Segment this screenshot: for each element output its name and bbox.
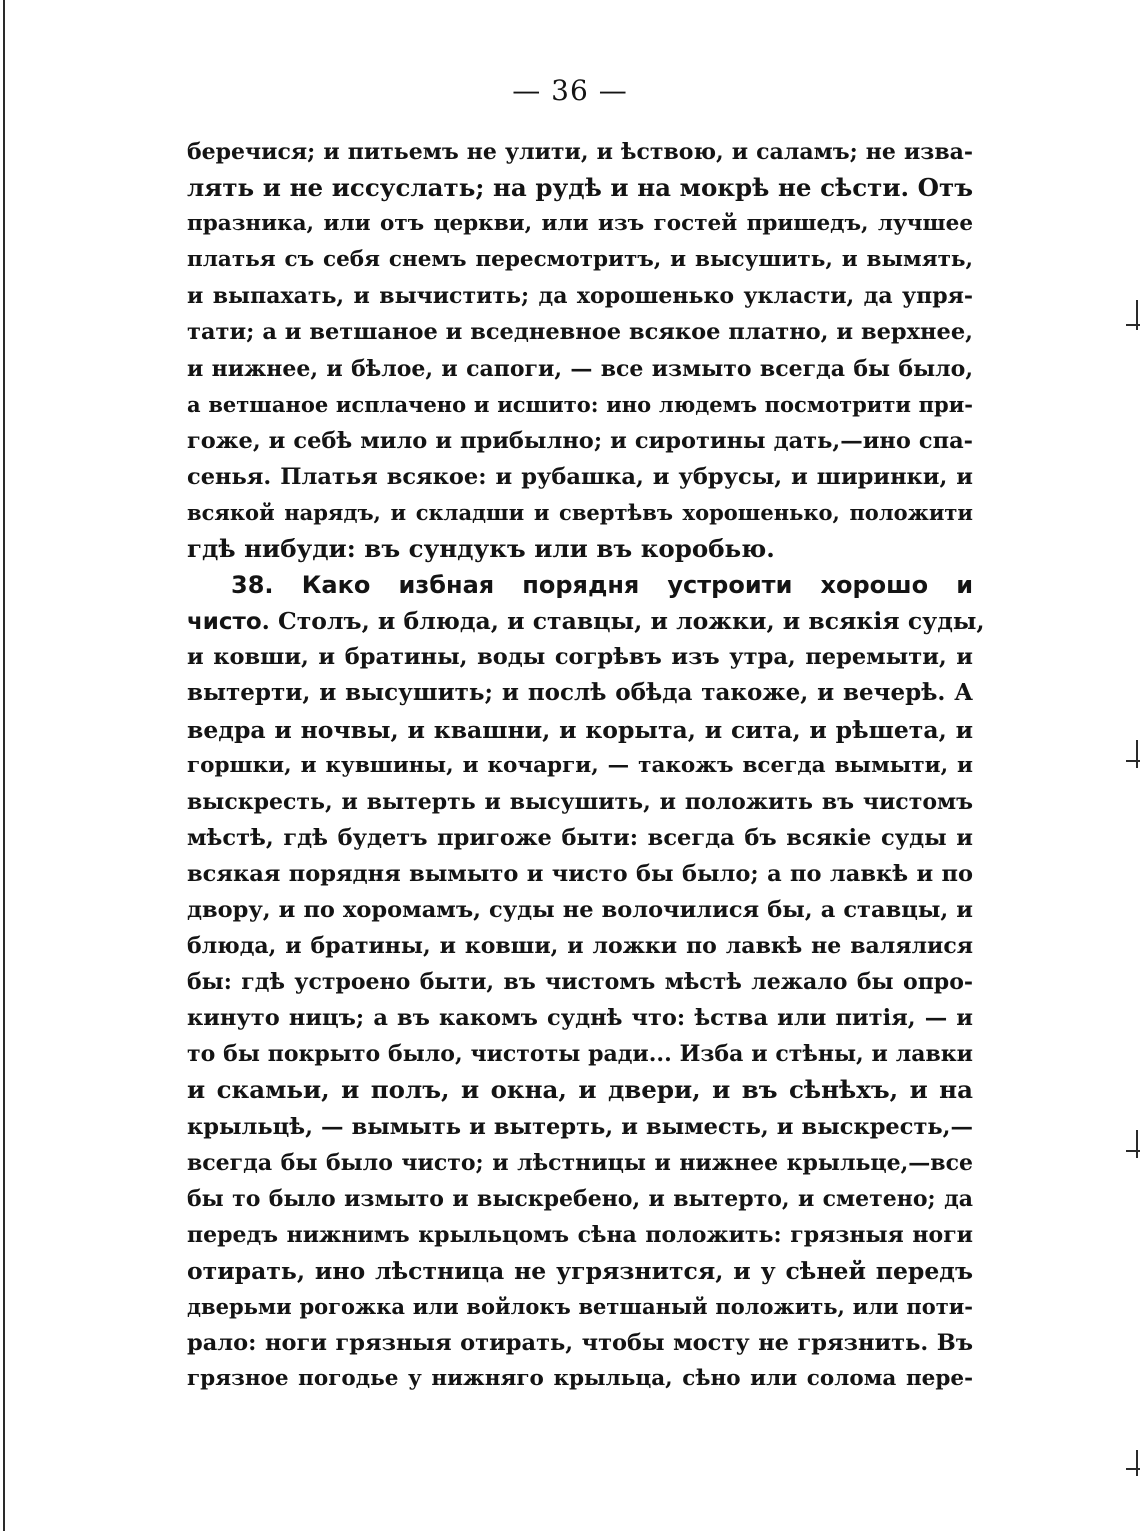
text-line: горшки, и кувшины, и кочарги, — такожъ всегда вымыти, и bbox=[187, 752, 973, 778]
page-number: — 36 — bbox=[512, 74, 628, 107]
text-line: дверьми рогожка или войлокъ ветшаный положить, или поти- bbox=[187, 1294, 973, 1319]
margin-mark bbox=[1136, 1130, 1138, 1158]
text-line: грязное погодье у нижняго крыльца, сѣно или солома пере- bbox=[187, 1366, 973, 1392]
text-line: блюда, и братины, и ковши, и ложки по лавкѣ не валялися bbox=[187, 933, 973, 960]
margin-mark bbox=[1136, 740, 1138, 768]
text-line: бы то было измыто и выскребено, и вытерто, и сметено; да bbox=[187, 1185, 973, 1212]
margin-mark bbox=[1126, 1150, 1140, 1152]
text-line: двору, и по хоромамъ, суды не волочилися бы, а ставцы, и bbox=[187, 896, 973, 923]
text-line: а ветшаное исплачено и исшито: ино людемъ посмотрити при- bbox=[187, 391, 973, 417]
text-line: и ковши, и братины, воды согрѣвъ изъ утра, перемыти, и bbox=[187, 644, 973, 671]
text-line: гоже, и себѣ мило и прибылно; и сиротины дать,—ино спа- bbox=[187, 427, 973, 454]
margin-mark bbox=[1126, 324, 1140, 326]
section-number: 38. bbox=[231, 571, 274, 600]
body-text bbox=[187, 134, 985, 1397]
text-line: лять и не иссуслать; на рудѣ и на мокрѣ не сѣсти. Отъ bbox=[187, 173, 973, 203]
section-heading-line bbox=[187, 567, 973, 603]
margin-mark bbox=[1126, 1468, 1140, 1470]
text-line: всегда бы было чисто; и лѣстницы и нижнее крыльце,—все bbox=[187, 1149, 973, 1176]
text-line: и выпахать, и вычистить; да хорошенько укласти, да упря- bbox=[187, 283, 973, 310]
text-line: беречися; и питьемъ не улити, и ѣствою, и саламъ; не изва- bbox=[187, 139, 973, 165]
text-line: крыльцѣ, — вымыть и вытерть, и выместь, и выскресть,— bbox=[187, 1113, 973, 1140]
text-line: передъ нижнимъ крыльцомъ сѣна положить: грязныя ноги bbox=[187, 1221, 973, 1248]
text-line: платья съ себя снемъ пересмотритъ, и высушить, и вымять, bbox=[187, 247, 973, 273]
text-line: празника, или отъ церкви, или изъ гостей пришедъ, лучшее bbox=[187, 211, 973, 237]
text-line: ведра и ночвы, и квашни, и корыта, и сита, и рѣшета, и bbox=[187, 715, 973, 744]
section-heading: Како избная порядня устроити хорошо и bbox=[301, 571, 974, 600]
text-line: всякая порядня вымыто и чисто бы было; а по лавкѣ и по bbox=[187, 860, 973, 887]
text-line: вытерти, и высушить; и послѣ обѣда такоже, и вечерѣ. А bbox=[187, 679, 973, 707]
section-heading-end: чисто bbox=[187, 609, 262, 636]
margin-mark bbox=[1136, 1450, 1138, 1476]
text-line: то бы покрыто было, чистоты ради... Изба и стѣны, и лавки bbox=[187, 1041, 973, 1068]
text-line bbox=[187, 603, 985, 639]
text-line: выскресть, и вытерть и высушить, и положить въ чистомъ bbox=[187, 788, 973, 815]
text-line: рало: ноги грязныя отирать, чтобы мосту не грязнить. Въ bbox=[187, 1330, 973, 1357]
margin-mark bbox=[1126, 760, 1140, 762]
text-line: отирать, ино лѣстница не угрязнится, и у сѣней передъ bbox=[187, 1256, 973, 1285]
text-line: тати; а и ветшаное и вседневное всякое платно, и верхнее, bbox=[187, 319, 973, 346]
text-line: и нижнее, и бѣлое, и сапоги, — все измыто всегда бы было, bbox=[187, 355, 973, 382]
page-edge-line bbox=[3, 0, 5, 1531]
text-line: кинуто ницъ; а въ какомъ суднѣ что: ѣства или питія, — и bbox=[187, 1005, 973, 1032]
text-line: и скамьи, и полъ, и окна, и двери, и въ сѣнѣхъ, и на bbox=[187, 1075, 973, 1105]
text-line: бы: гдѣ устроено быти, въ чистомъ мѣстѣ лежало бы опро- bbox=[187, 969, 973, 996]
section-text: . Столъ, и блюда, и ставцы, и ложки, и всякія суды, bbox=[261, 607, 985, 636]
text-line: гдѣ нибуди: въ сундукъ или въ коробью. bbox=[187, 534, 775, 564]
text-line: сенья. Платья всякое: и рубашка, и убрусы, и ширинки, и bbox=[187, 463, 973, 490]
text-line: мѣстѣ, гдѣ будетъ пригоже быти: всегда бъ всякіе суды и bbox=[187, 824, 973, 851]
text-line: всякой нарядъ, и складши и свертѣвъ хорошенько, положити bbox=[187, 499, 973, 525]
